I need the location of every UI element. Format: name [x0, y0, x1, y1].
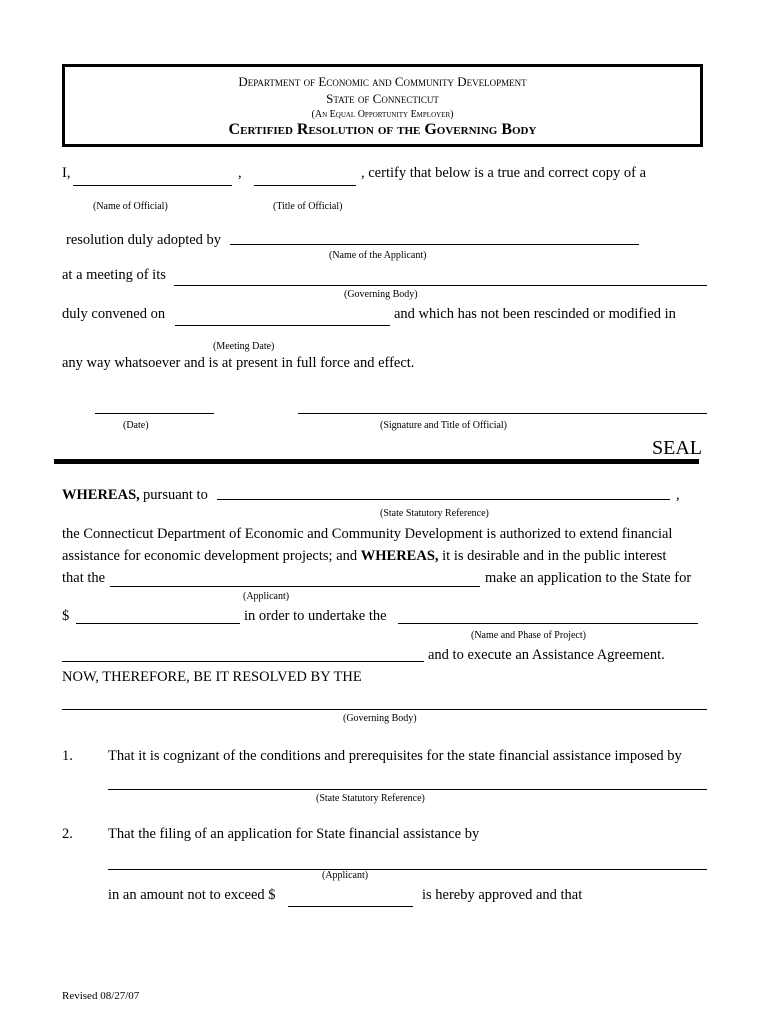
- certify-text: , certify that below is a true and correct copy of a: [361, 165, 647, 181]
- paragraph-line-2-end: it is desirable and in the public interest: [438, 548, 667, 564]
- pursuant-text: pursuant to: [143, 487, 208, 503]
- meeting-date-caption: (Meeting Date): [213, 341, 275, 352]
- comma: ,: [238, 165, 242, 181]
- signature-field[interactable]: [298, 413, 707, 414]
- state-name: State of Connecticut: [326, 91, 439, 106]
- governing-body-field[interactable]: [174, 285, 707, 286]
- meeting-text: at a meeting of its: [62, 267, 166, 283]
- whereas-label: WHEREAS,: [62, 487, 140, 503]
- assistance-agreement-text: and to execute an Assistance Agreement.: [428, 647, 665, 663]
- paragraph-line-1: the Connecticut Department of Economic and Community Development is authorized to extend financial: [62, 526, 673, 542]
- paragraph-line-2-start: assistance for economic development projects; and: [62, 548, 361, 564]
- paragraph-line-2: [62, 548, 666, 565]
- statutory-reference-field[interactable]: [217, 499, 670, 500]
- governing-body-caption: (Governing Body): [344, 289, 418, 300]
- item-2-approved-text: is hereby approved and that: [422, 887, 583, 903]
- date-caption: (Date): [123, 420, 149, 431]
- item-2-text: That the filing of an application for State financial assistance by: [108, 826, 480, 842]
- revised-date: Revised 08/27/07: [62, 990, 140, 1002]
- make-application-text: make an application to the State for: [485, 570, 692, 586]
- that-the-text: that the: [62, 570, 106, 586]
- item-1-statutory-field[interactable]: [108, 789, 707, 790]
- official-name-field[interactable]: [73, 185, 232, 186]
- department-name: Department of Economic and Community Development: [238, 74, 527, 89]
- item-2-number: 2.: [62, 826, 73, 842]
- seal-label: SEAL: [652, 437, 702, 459]
- title-of-official-caption: (Title of Official): [273, 201, 343, 212]
- item-2-caption: (Applicant): [322, 870, 369, 881]
- amount-field[interactable]: [76, 623, 240, 624]
- paragraph-line-2-whereas: WHEREAS,: [360, 548, 439, 564]
- applicant-name-field[interactable]: [230, 244, 639, 245]
- dollar-sign: $: [62, 608, 70, 624]
- resolved-governing-body-caption: (Governing Body): [343, 713, 417, 724]
- rescinded-text: and which has not been rescinded or modified in: [394, 306, 676, 322]
- signature-caption: (Signature and Title of Official): [380, 420, 508, 431]
- item-1-number: 1.: [62, 748, 73, 764]
- date-field[interactable]: [95, 413, 214, 414]
- applicant-caption: (Applicant): [243, 591, 290, 602]
- resolved-governing-body-field[interactable]: [62, 709, 707, 710]
- undertake-text: in order to undertake the: [244, 608, 387, 624]
- meeting-date-field[interactable]: [175, 325, 390, 326]
- project-name-caption: (Name and Phase of Project): [471, 630, 586, 641]
- item-2-amount-field[interactable]: [288, 906, 413, 907]
- i-label: I,: [62, 165, 71, 181]
- now-therefore-text: NOW, THEREFORE, BE IT RESOLVED BY THE: [62, 669, 362, 685]
- name-of-official-caption: (Name of Official): [93, 201, 168, 212]
- item-1-text: That it is cognizant of the conditions and prerequisites for the state financial assistance imposed by: [108, 748, 682, 764]
- section-divider: [54, 459, 699, 464]
- official-title-field[interactable]: [254, 185, 356, 186]
- full-force-text: any way whatsoever and is at present in full force and effect.: [62, 355, 415, 371]
- resolution-adopted-text: resolution duly adopted by: [66, 232, 222, 248]
- applicant-name-caption: (Name of the Applicant): [329, 250, 427, 261]
- item-2-applicant-field[interactable]: [108, 869, 707, 870]
- project-name-field[interactable]: [398, 623, 698, 624]
- project-continuation-field[interactable]: [62, 661, 424, 662]
- item-2-amount-text: in an amount not to exceed $: [108, 887, 276, 903]
- trailing-comma: ,: [676, 487, 680, 503]
- duly-convened-text: duly convened on: [62, 306, 166, 322]
- form-title: Certified Resolution of the Governing Body: [228, 121, 537, 138]
- statutory-reference-caption: (State Statutory Reference): [380, 508, 489, 519]
- item-1-caption: (State Statutory Reference): [316, 793, 425, 804]
- equal-opportunity-note: (An Equal Opportunity Employer): [311, 109, 454, 120]
- header-box: [62, 64, 703, 147]
- applicant-field[interactable]: [110, 586, 480, 587]
